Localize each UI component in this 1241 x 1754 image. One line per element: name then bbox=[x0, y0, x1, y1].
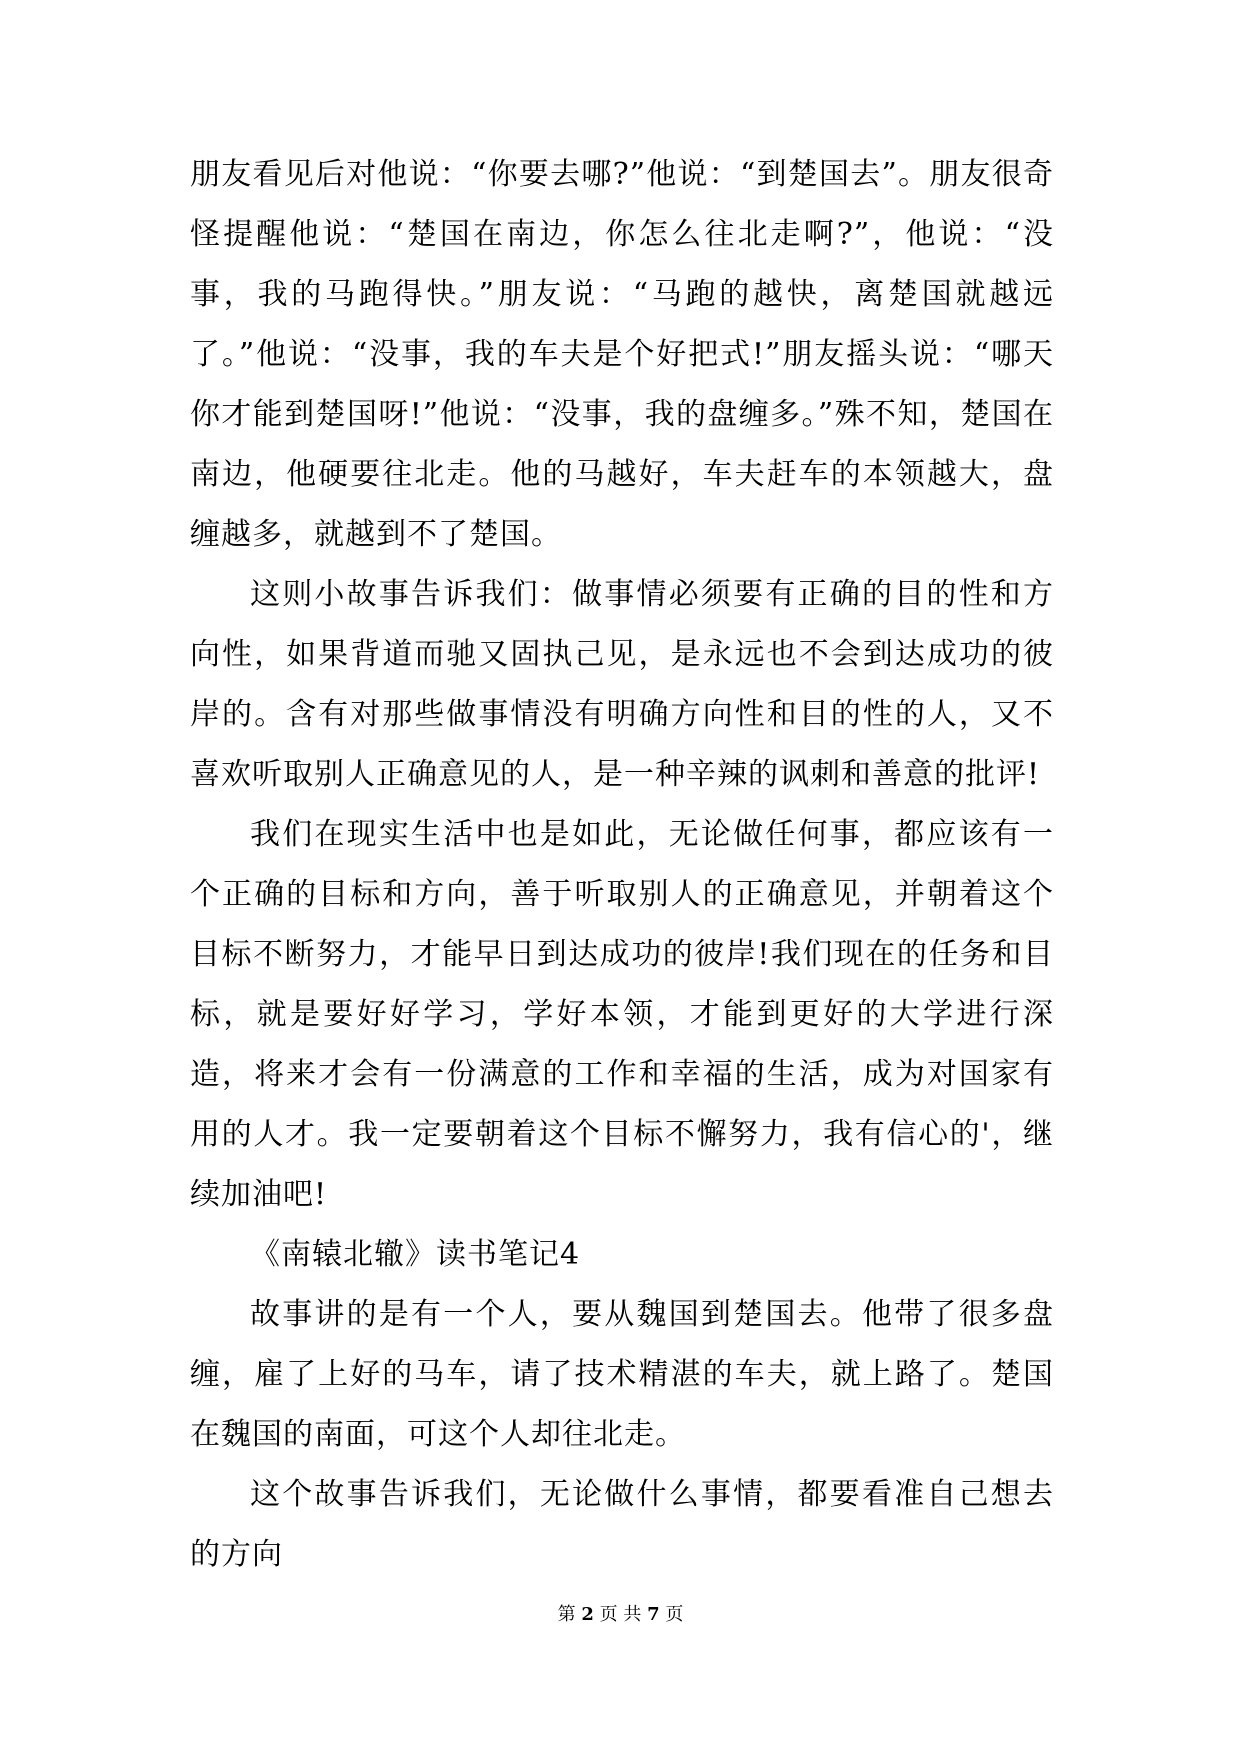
current-page-number: 2 bbox=[581, 1604, 594, 1625]
page-footer bbox=[0, 1600, 1241, 1626]
paragraph-1: 朋友看见后对他说：“你要去哪?”他说：“到楚国去”。朋友很奇怪提醒他说：“楚国在南边，你怎么往北走啊?”，他说：“没事，我的马跑得快。”朋友说：“马跑的越快，离楚国就越远了。”他说：“没事，我的车夫是个好把式!”朋友摇头说：“哪天你才能到楚国呀!”他说：“没事，我的盘缠多。”殊不知，楚国在南边，他硬要往北走。他的马越好，车夫赶车的本领越大，盘缠越多，就越到不了楚国。 bbox=[190, 157, 1054, 552]
paragraph-2: 这则小故事告诉我们：做事情必须要有正确的目的性和方向性，如果背道而驰又固执己见，是永远也不会到达成功的彼岸的。含有对那些做事情没有明确方向性和目的性的人，又不喜欢听取别人正确意见的人，是一种辛辣的讽刺和善意的批评! bbox=[190, 577, 1054, 792]
paragraph-4: 故事讲的是有一个人，要从魏国到楚国去。他带了很多盘缠，雇了上好的马车，请了技术精湛的车夫，就上路了。楚国在魏国的南面，可这个人却往北走。 bbox=[190, 1297, 1054, 1452]
footer-prefix: 第 bbox=[557, 1604, 576, 1625]
document-body bbox=[190, 145, 1054, 1585]
footer-suffix: 页 bbox=[665, 1604, 684, 1625]
paragraph-3: 我们在现实生活中也是如此，无论做任何事，都应该有一个正确的目标和方向，善于听取别人的正确意见，并朝着这个目标不断努力，才能早日到达成功的彼岸!我们现在的任务和目标，就是要好好学习，学好本领，才能到更好的大学进行深造，将来才会有一份满意的工作和幸福的生活，成为对国家有用的人才。我一定要朝着这个目标不懈努力，我有信心的'，继续加油吧! bbox=[190, 817, 1054, 1212]
total-pages-number: 7 bbox=[647, 1604, 660, 1625]
paragraph-5: 这个故事告诉我们，无论做什么事情，都要看准自己想去的方向 bbox=[190, 1477, 1054, 1572]
footer-middle: 页 共 bbox=[599, 1604, 642, 1625]
section-heading: 《南辕北辙》读书笔记4 bbox=[250, 1237, 581, 1272]
